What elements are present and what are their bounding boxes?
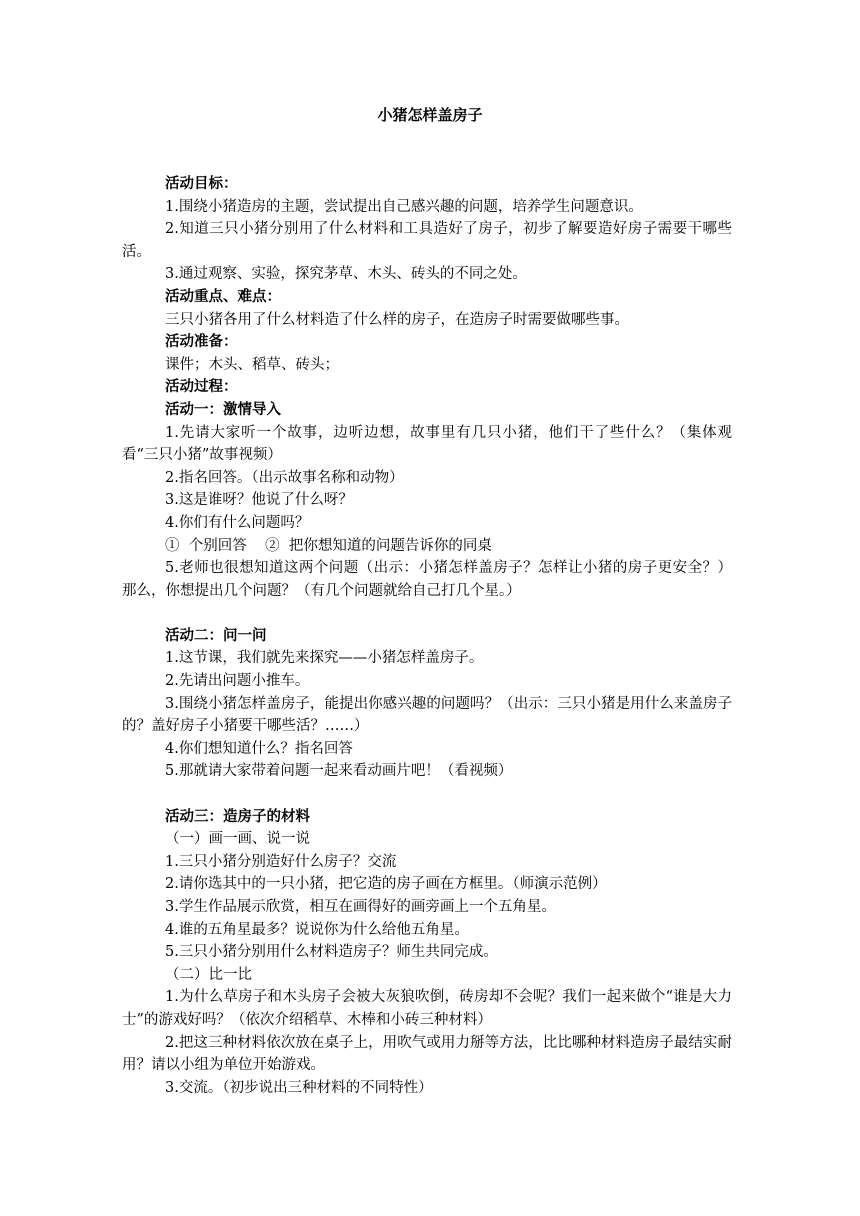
- activity3-part2-item: 3.交流。（初步说出三种材料的不同特性）: [165, 1079, 433, 1096]
- activity3-part1-item: 1.三只小猪分别造好什么房子？交流: [165, 853, 397, 870]
- activity1-item: 1.先请大家听一个故事，边听边想，故事里有几只小猪，他们干了些什么？（集体观看“三只小猪”故事视频）: [122, 424, 732, 464]
- activity1-item: 5.老师也很想知道这两个问题（出示：小猪怎样盖房子？怎样让小猪的房子更安全？） 那么，你想提出几个问题？（有几个问题就给自己打几个星。）: [122, 560, 732, 599]
- objective-item: 1.围绕小猪造房的主题，尝试提出自己感兴趣的问题，培养学生问题意识。: [165, 198, 643, 215]
- key-points-heading: 活动重点、难点：: [165, 288, 281, 305]
- activity1-item: 4.你们有什么问题吗？: [165, 514, 310, 531]
- activity3-part1-item: 3.学生作品展示欣赏，相互在画得好的画旁画上一个五角星。: [165, 899, 556, 915]
- blank-line: [122, 602, 732, 625]
- activity3-part2-item: 1.为什么草房子和木头房子会被大灰狼吹倒，砖房却不会呢？我们一起来做个“谁是大力士”的游戏好吗？（依次介绍稻草、木棒和小砖三种材料）: [122, 989, 732, 1028]
- activity3-part1-item: 4.谁的五角星最多？说说你为什么给他五角星。: [165, 921, 469, 938]
- preparation-text: 课件；木头、稻草、砖头；: [165, 356, 339, 373]
- activity2-item: 1.这节课，我们就先来探究——小猪怎样盖房子。: [165, 650, 484, 667]
- key-points-text: 三只小猪各用了什么材料造了什么样的房子，在造房子时需要做哪些事。: [165, 311, 629, 328]
- activity3-heading: 活动三：造房子的材料: [165, 808, 310, 825]
- objectives-heading: 活动目标：: [165, 176, 238, 192]
- document-title: 小猪怎样盖房子: [377, 106, 483, 124]
- preparation-heading: 活动准备：: [165, 334, 238, 351]
- activity3-part2-heading: （二）比一比: [165, 966, 252, 983]
- activity1-heading: 活动一：激情导入: [165, 401, 281, 418]
- activity2-item: 2.先请出问题小推车。: [165, 673, 310, 690]
- activity2-item: 4.你们想知道什么？指名回答: [165, 740, 353, 757]
- activity2-item: 5.那就请大家带着问题一起来看动画片吧！（看视频）: [165, 763, 513, 780]
- activity3-part1-item: 2.请你选其中的一只小猪，把它造的房子画在方框里。（师演示范例）: [165, 876, 607, 893]
- activity3-part1-heading: （一）画一画、说一说: [165, 831, 310, 848]
- activity3-part2-item: 2.把这三种材料依次放在桌子上，用吹气或用力掰等方法，比比哪种材料造房子最结实耐用？请以小组为单位开始游戏。: [122, 1034, 732, 1074]
- activity2-item: 3.围绕小猪怎样盖房子，能提出你感兴趣的问题吗？（出示：三只小猪是用什么来盖房子的？盖好房子小猪要干哪些活？……）: [122, 695, 732, 735]
- activity1-item: 2.指名回答。（出示故事名称和动物）: [165, 469, 404, 486]
- activity2-heading: 活动二：问一问: [165, 627, 267, 644]
- objective-item: 2.知道三只小猪分别用了什么材料和工具造好了房子，初步了解要造好房子需要干哪些活。: [122, 221, 732, 260]
- process-heading: 活动过程：: [165, 379, 238, 396]
- document-body: [122, 173, 732, 1099]
- activity1-item: 3.这是谁呀？他说了什么呀？: [165, 492, 353, 509]
- blank-line: [122, 783, 732, 806]
- activity1-item: ① 个别回答 ② 把你想知道的问题告诉你的同桌: [165, 537, 492, 554]
- activity3-part1-item: 5.三只小猪分别用什么材料造房子？师生共同完成。: [165, 944, 498, 961]
- objective-item: 3.通过观察、实验，探究茅草、木头、砖头的不同之处。: [165, 266, 527, 283]
